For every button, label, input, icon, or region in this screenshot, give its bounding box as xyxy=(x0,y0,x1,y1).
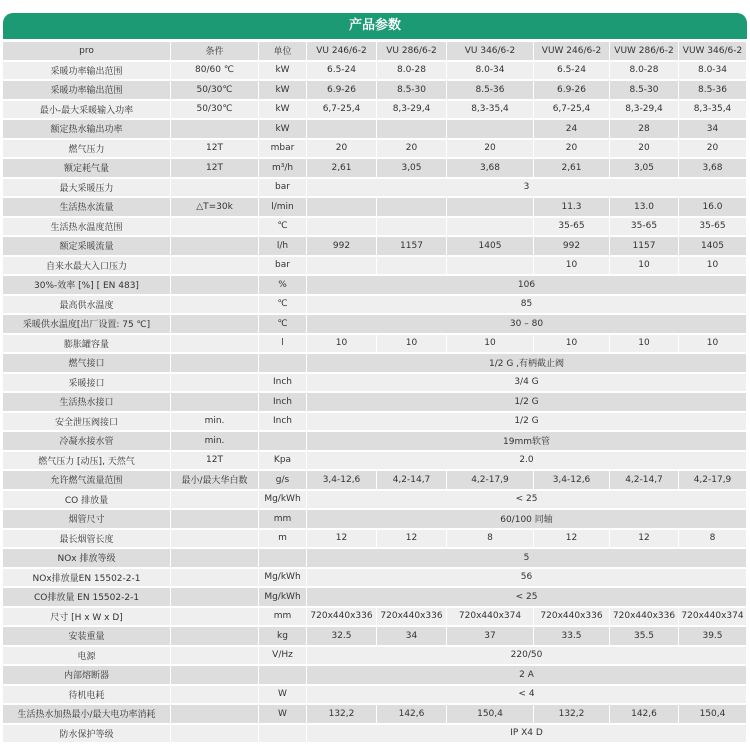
row-value: 10 xyxy=(377,335,447,353)
row-value: 20 xyxy=(307,140,377,158)
row-condition: 12T xyxy=(171,452,259,470)
row-condition xyxy=(171,296,259,314)
table-row xyxy=(3,588,747,606)
row-value: 3,05 xyxy=(377,159,447,177)
row-unit: bar xyxy=(259,179,307,197)
row-unit: % xyxy=(259,276,307,294)
row-unit: g/s xyxy=(259,471,307,489)
row-unit: kg xyxy=(259,627,307,645)
table-row xyxy=(3,530,747,548)
row-value-merged: 19mm软管 xyxy=(307,432,747,450)
table-row xyxy=(3,335,747,353)
row-unit: ℃ xyxy=(259,315,307,333)
row-unit: Inch xyxy=(259,413,307,431)
row-unit: Kpa xyxy=(259,452,307,470)
row-value-merged: 3/4 G xyxy=(307,374,747,392)
row-unit: Inch xyxy=(259,393,307,411)
row-value: 1405 xyxy=(447,237,534,255)
row-label: 燃气压力 xyxy=(3,140,171,158)
row-unit: ℃ xyxy=(259,218,307,236)
row-unit: mm xyxy=(259,608,307,626)
column-header: 条件 xyxy=(171,42,259,60)
row-value: 12 xyxy=(377,530,447,548)
row-value: 6.5-24 xyxy=(534,62,610,80)
row-label: 冷凝水接水管 xyxy=(3,432,171,450)
row-unit: V/Hz xyxy=(259,647,307,665)
row-label: 膨胀罐容量 xyxy=(3,335,171,353)
table-row xyxy=(3,510,747,528)
table-row xyxy=(3,686,747,704)
row-value-merged: < 25 xyxy=(307,588,747,606)
row-condition xyxy=(171,705,259,723)
row-value-merged: 85 xyxy=(307,296,747,314)
row-value: 4,2-17,9 xyxy=(679,471,747,489)
row-value: 3,4-12,6 xyxy=(534,471,610,489)
row-condition: 12T xyxy=(171,159,259,177)
row-unit: ℃ xyxy=(259,296,307,314)
table-row xyxy=(3,179,747,197)
row-value: 20 xyxy=(447,140,534,158)
row-label: 采暖功率输出范围 xyxy=(3,62,171,80)
row-value: 10 xyxy=(534,257,610,275)
table-row xyxy=(3,257,747,275)
row-condition xyxy=(171,569,259,587)
row-value: 8 xyxy=(679,530,747,548)
column-header: VU 286/6-2 xyxy=(377,42,447,60)
row-value: 8.0-28 xyxy=(610,62,679,80)
row-value-merged: < 25 xyxy=(307,491,747,509)
column-header: VUW 346/6-2 xyxy=(679,42,747,60)
row-value-merged: 3 xyxy=(307,179,747,197)
row-value: 39.5 xyxy=(679,627,747,645)
row-value: 1157 xyxy=(610,237,679,255)
row-label: 生活热水加热最小/最大电功率消耗 xyxy=(3,705,171,723)
row-condition: △T=30k xyxy=(171,198,259,216)
table-row xyxy=(3,374,747,392)
table-row xyxy=(3,276,747,294)
row-value: 4,2-14,7 xyxy=(377,471,447,489)
row-condition xyxy=(171,627,259,645)
row-value: 142,6 xyxy=(610,705,679,723)
row-unit xyxy=(259,725,307,743)
row-value: 6,7-25,4 xyxy=(307,101,377,119)
row-value xyxy=(377,120,447,138)
table-row xyxy=(3,354,747,372)
row-value: 35-65 xyxy=(534,218,610,236)
row-value: 8,3-35,4 xyxy=(679,101,747,119)
row-condition xyxy=(171,393,259,411)
row-value xyxy=(447,257,534,275)
row-value xyxy=(307,257,377,275)
row-condition xyxy=(171,549,259,567)
row-value: 4,2-14,7 xyxy=(610,471,679,489)
row-value: 8.0-34 xyxy=(679,62,747,80)
row-label: 采暖功率输出范围 xyxy=(3,81,171,99)
row-condition: min. xyxy=(171,413,259,431)
column-header: VU 246/6-2 xyxy=(307,42,377,60)
row-value-merged: 60/100 同轴 xyxy=(307,510,747,528)
row-value: 32.5 xyxy=(307,627,377,645)
table-row xyxy=(3,549,747,567)
row-value: 10 xyxy=(679,257,747,275)
table-row xyxy=(3,705,747,723)
row-value: 35-65 xyxy=(610,218,679,236)
table-row xyxy=(3,608,747,626)
row-condition xyxy=(171,510,259,528)
row-value: 132,2 xyxy=(534,705,610,723)
row-label: 自来水最大入口压力 xyxy=(3,257,171,275)
row-value: 992 xyxy=(534,237,610,255)
table-row xyxy=(3,218,747,236)
row-value: 10 xyxy=(610,257,679,275)
row-value: 720x440x374 xyxy=(679,608,747,626)
row-condition: 80/60 ℃ xyxy=(171,62,259,80)
row-condition xyxy=(171,315,259,333)
row-value: 4,2-17,9 xyxy=(447,471,534,489)
table-row xyxy=(3,452,747,470)
row-label: 生活热水流量 xyxy=(3,198,171,216)
row-unit: m³/h xyxy=(259,159,307,177)
row-value: 20 xyxy=(679,140,747,158)
row-value: 12 xyxy=(610,530,679,548)
row-label: 待机电耗 xyxy=(3,686,171,704)
row-unit: m xyxy=(259,530,307,548)
row-value: 720x440x374 xyxy=(447,608,534,626)
table-row xyxy=(3,159,747,177)
column-header: VUW 286/6-2 xyxy=(610,42,679,60)
row-condition xyxy=(171,276,259,294)
row-value: 8,3-35,4 xyxy=(447,101,534,119)
row-value-merged: 30 – 80 xyxy=(307,315,747,333)
row-label: 采暖供水温度[出厂设置: 75 ℃] xyxy=(3,315,171,333)
row-label: 生活热水接口 xyxy=(3,393,171,411)
row-value xyxy=(307,218,377,236)
row-value: 2,61 xyxy=(307,159,377,177)
row-value: 6,7-25,4 xyxy=(534,101,610,119)
row-value-merged: < 4 xyxy=(307,686,747,704)
row-value xyxy=(447,218,534,236)
row-value xyxy=(447,120,534,138)
table-row xyxy=(3,62,747,80)
row-unit: l xyxy=(259,335,307,353)
row-value-merged: 1/2 G xyxy=(307,413,747,431)
row-condition xyxy=(171,218,259,236)
row-condition xyxy=(171,374,259,392)
row-value: 20 xyxy=(610,140,679,158)
column-header: VU 346/6-2 xyxy=(447,42,534,60)
row-label: 防水保护等级 xyxy=(3,725,171,743)
row-label: 额定耗气量 xyxy=(3,159,171,177)
row-unit: kW xyxy=(259,120,307,138)
row-value: 150,4 xyxy=(447,705,534,723)
row-value: 2,61 xyxy=(534,159,610,177)
row-value: 24 xyxy=(534,120,610,138)
row-label: 允许燃气流量范围 xyxy=(3,471,171,489)
row-unit: kW xyxy=(259,101,307,119)
row-value: 8 xyxy=(447,530,534,548)
row-value: 12 xyxy=(307,530,377,548)
row-condition xyxy=(171,725,259,743)
row-value: 6.9-26 xyxy=(307,81,377,99)
row-value: 34 xyxy=(377,627,447,645)
row-value: 20 xyxy=(377,140,447,158)
row-value: 16.0 xyxy=(679,198,747,216)
row-label: 生活热水温度范围 xyxy=(3,218,171,236)
row-unit: kW xyxy=(259,62,307,80)
row-unit: bar xyxy=(259,257,307,275)
row-value-merged: 5 xyxy=(307,549,747,567)
row-label: CO排放量 EN 15502-2-1 xyxy=(3,588,171,606)
row-value: 8,3-29,4 xyxy=(377,101,447,119)
table-row xyxy=(3,81,747,99)
row-unit: Mg/kWh xyxy=(259,588,307,606)
row-value: 10 xyxy=(307,335,377,353)
table-row xyxy=(3,198,747,216)
row-value-merged: 56 xyxy=(307,569,747,587)
row-value: 10 xyxy=(534,335,610,353)
row-condition xyxy=(171,647,259,665)
row-label: 尺寸 [H x W x D] xyxy=(3,608,171,626)
row-label: 额定采暖流量 xyxy=(3,237,171,255)
row-label: 额定热水输出功率 xyxy=(3,120,171,138)
row-value: 132,2 xyxy=(307,705,377,723)
row-unit xyxy=(259,432,307,450)
row-value: 6.5-24 xyxy=(307,62,377,80)
row-value: 3,68 xyxy=(679,159,747,177)
row-value: 3,05 xyxy=(610,159,679,177)
column-header: VUW 246/6-2 xyxy=(534,42,610,60)
row-value xyxy=(377,218,447,236)
row-condition: 12T xyxy=(171,140,259,158)
row-condition xyxy=(171,120,259,138)
row-value-merged: 106 xyxy=(307,276,747,294)
row-value: 10 xyxy=(679,335,747,353)
spec-table xyxy=(3,40,747,744)
row-condition xyxy=(171,530,259,548)
row-label: 最小-最大采暖输入功率 xyxy=(3,101,171,119)
row-value: 1405 xyxy=(679,237,747,255)
row-condition: 50/30℃ xyxy=(171,101,259,119)
row-value-merged: 2.0 xyxy=(307,452,747,470)
row-condition xyxy=(171,257,259,275)
row-value-merged: 220/50 xyxy=(307,647,747,665)
column-header: 单位 xyxy=(259,42,307,60)
row-condition xyxy=(171,666,259,684)
table-row xyxy=(3,491,747,509)
row-value: 10 xyxy=(447,335,534,353)
row-condition xyxy=(171,588,259,606)
row-value: 34 xyxy=(679,120,747,138)
page-title: 产品参数 xyxy=(3,13,747,39)
table-row xyxy=(3,666,747,684)
table-row xyxy=(3,413,747,431)
row-value: 992 xyxy=(307,237,377,255)
row-label: 最高供水温度 xyxy=(3,296,171,314)
row-condition xyxy=(171,608,259,626)
row-condition: 最小/最大华白数 xyxy=(171,471,259,489)
row-unit: Mg/kWh xyxy=(259,569,307,587)
row-value: 10 xyxy=(610,335,679,353)
row-value: 3,4-12,6 xyxy=(307,471,377,489)
row-unit: l/h xyxy=(259,237,307,255)
row-label: 最长烟管长度 xyxy=(3,530,171,548)
table-row xyxy=(3,140,747,158)
column-header: pro xyxy=(3,42,171,60)
row-label: 烟管尺寸 xyxy=(3,510,171,528)
table-row xyxy=(3,315,747,333)
row-unit xyxy=(259,549,307,567)
row-value: 33.5 xyxy=(534,627,610,645)
spec-sheet xyxy=(3,0,747,744)
row-value: 8.5-36 xyxy=(447,81,534,99)
row-label: 30%-效率 [%] [ EN 483] xyxy=(3,276,171,294)
row-value: 8.0-34 xyxy=(447,62,534,80)
row-label: 安全泄压阀接口 xyxy=(3,413,171,431)
row-value: 150,4 xyxy=(679,705,747,723)
row-value: 720x440x336 xyxy=(534,608,610,626)
row-value: 8.5-30 xyxy=(610,81,679,99)
table-row xyxy=(3,432,747,450)
row-value: 20 xyxy=(534,140,610,158)
row-unit: kW xyxy=(259,81,307,99)
row-condition xyxy=(171,179,259,197)
table-row xyxy=(3,101,747,119)
row-value: 6.9-26 xyxy=(534,81,610,99)
table-row xyxy=(3,296,747,314)
row-condition xyxy=(171,335,259,353)
row-value-merged: IP X4 D xyxy=(307,725,747,743)
row-label: 电源 xyxy=(3,647,171,665)
row-value: 8.0-28 xyxy=(377,62,447,80)
row-condition: 50/30℃ xyxy=(171,81,259,99)
row-unit: mm xyxy=(259,510,307,528)
row-label: 内部熔断器 xyxy=(3,666,171,684)
row-value: 11.3 xyxy=(534,198,610,216)
row-value-merged: 1/2 G xyxy=(307,393,747,411)
table-row xyxy=(3,569,747,587)
row-condition xyxy=(171,237,259,255)
row-label: 燃气压力 [动压], 天然气 xyxy=(3,452,171,470)
row-value: 720x440x336 xyxy=(377,608,447,626)
row-value: 35-65 xyxy=(679,218,747,236)
row-value xyxy=(307,198,377,216)
row-label: 安装重量 xyxy=(3,627,171,645)
row-condition: min. xyxy=(171,432,259,450)
table-row xyxy=(3,725,747,743)
row-label: 燃气接口 xyxy=(3,354,171,372)
table-header-row xyxy=(3,42,747,60)
row-label: NOx排放量EN 15502-2-1 xyxy=(3,569,171,587)
row-label: NOx 排放等级 xyxy=(3,549,171,567)
table-row xyxy=(3,237,747,255)
row-value-merged: 2 A xyxy=(307,666,747,684)
table-row xyxy=(3,471,747,489)
row-unit xyxy=(259,666,307,684)
row-unit xyxy=(259,354,307,372)
row-value: 13.0 xyxy=(610,198,679,216)
row-value xyxy=(377,198,447,216)
row-value-merged: 1/2 G ,有柄截止阀 xyxy=(307,354,747,372)
row-unit: l/min xyxy=(259,198,307,216)
row-unit: mbar xyxy=(259,140,307,158)
row-unit: W xyxy=(259,705,307,723)
row-unit: W xyxy=(259,686,307,704)
row-value: 35.5 xyxy=(610,627,679,645)
row-value: 142,6 xyxy=(377,705,447,723)
row-condition xyxy=(171,354,259,372)
row-condition xyxy=(171,686,259,704)
row-value xyxy=(377,257,447,275)
row-value: 720x440x336 xyxy=(610,608,679,626)
row-value: 8.5-30 xyxy=(377,81,447,99)
row-value: 3,68 xyxy=(447,159,534,177)
row-unit: Inch xyxy=(259,374,307,392)
row-unit: Mg/kWh xyxy=(259,491,307,509)
row-value: 8,3-29,4 xyxy=(610,101,679,119)
row-value xyxy=(447,198,534,216)
row-value: 12 xyxy=(534,530,610,548)
table-row xyxy=(3,647,747,665)
row-value: 8.5-36 xyxy=(679,81,747,99)
row-value: 720x440x336 xyxy=(307,608,377,626)
row-condition xyxy=(171,491,259,509)
row-label: 最大采暖压力 xyxy=(3,179,171,197)
row-value: 28 xyxy=(610,120,679,138)
table-row xyxy=(3,120,747,138)
row-label: CO 排放量 xyxy=(3,491,171,509)
table-row xyxy=(3,393,747,411)
row-value xyxy=(307,120,377,138)
row-value: 37 xyxy=(447,627,534,645)
table-row xyxy=(3,627,747,645)
row-label: 采暖接口 xyxy=(3,374,171,392)
row-value: 1157 xyxy=(377,237,447,255)
